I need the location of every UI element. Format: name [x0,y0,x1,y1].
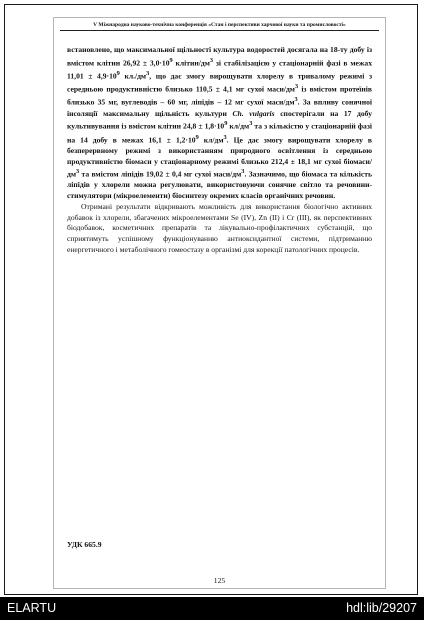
document-page [53,17,386,589]
page-number: 125 [213,576,226,585]
paragraph-conclusion: Отримані результати відкривають можливість для використання біологічно активних добавок із хлорели, збагачених мікроелементами Se (IV), Zn (II) і Cr (III), як перспективних біодобавок, косметичних препаратів та лікувально-профілактичних субстанцій, що сприятимуть успішному функціонуванню антиоксидантної системи, підтриманню енергетичного і метаболічного гомеостазу в організмі для корекції патологічних процесів. [67,201,372,254]
udk-code: УДК 665.9 [67,540,102,549]
handle-id: hdl:lib/29207 [346,601,417,615]
paragraph-results: встановлено, що максимальної щільності культура водоростей досягала на 18-ту добу із вмістом клітин $26,92 \pm 3,0\cdot 10^9$ клітин/$дм^3$ зі стабілізацією у стаціонарній фазі в межах $11,01 \pm 4,9\cdot 10^9$ $кл./дм^3$, що дає змогу вирощувати хлорелу в тривалому режимі з середньою продуктивністю близько 110,5 ± 4,1 мг сухої маси/$дм^3$ із вмістом протеїнів близько 35 мг, вуглеводів – 60 мг, ліпідів – 12 мг сухої маси/$дм^3$. За впливу сонячної інсоляції максимальну щільність культури Ch. vulgaris спостерігали на 17 добу культивування із вмістом клітин $24,8 \pm 1,8\cdot 10^9$ $кл/дм^3$ та з кількістю у стаціонарній фазі на 14 добу в межах $16,1 \pm 1,2\cdot 10^9$ $кл/дм^3$. Це дає змогу вирощувати хлорелу в безперервному режимі з використанням природного освітлення із середньою продуктивністю біомаси у стаціонарному режимі близько 212,4 ± 18,1 мг сухої біомаси/$дм^3$ та вмістом ліпідів 19,02 ± 0,4 мг сухої маси/$дм^3$. Зазначимо, що біомаса та кількість ліпідів у хлорели можна регулювати, використовуючи сонячне світло та речовини-стимулятори (мікроелементи) біосинтезу окремих класів органічних речовин. [67,45,373,201]
repository-name: ELARTU [7,601,57,615]
repository-footer-bar [0,597,424,620]
page-body [67,45,372,255]
scan-frame [4,4,418,595]
running-header: V Міжнародна науково-технічна конференція «Стан і перспективи харчової науки та промисловості» [60,22,379,31]
